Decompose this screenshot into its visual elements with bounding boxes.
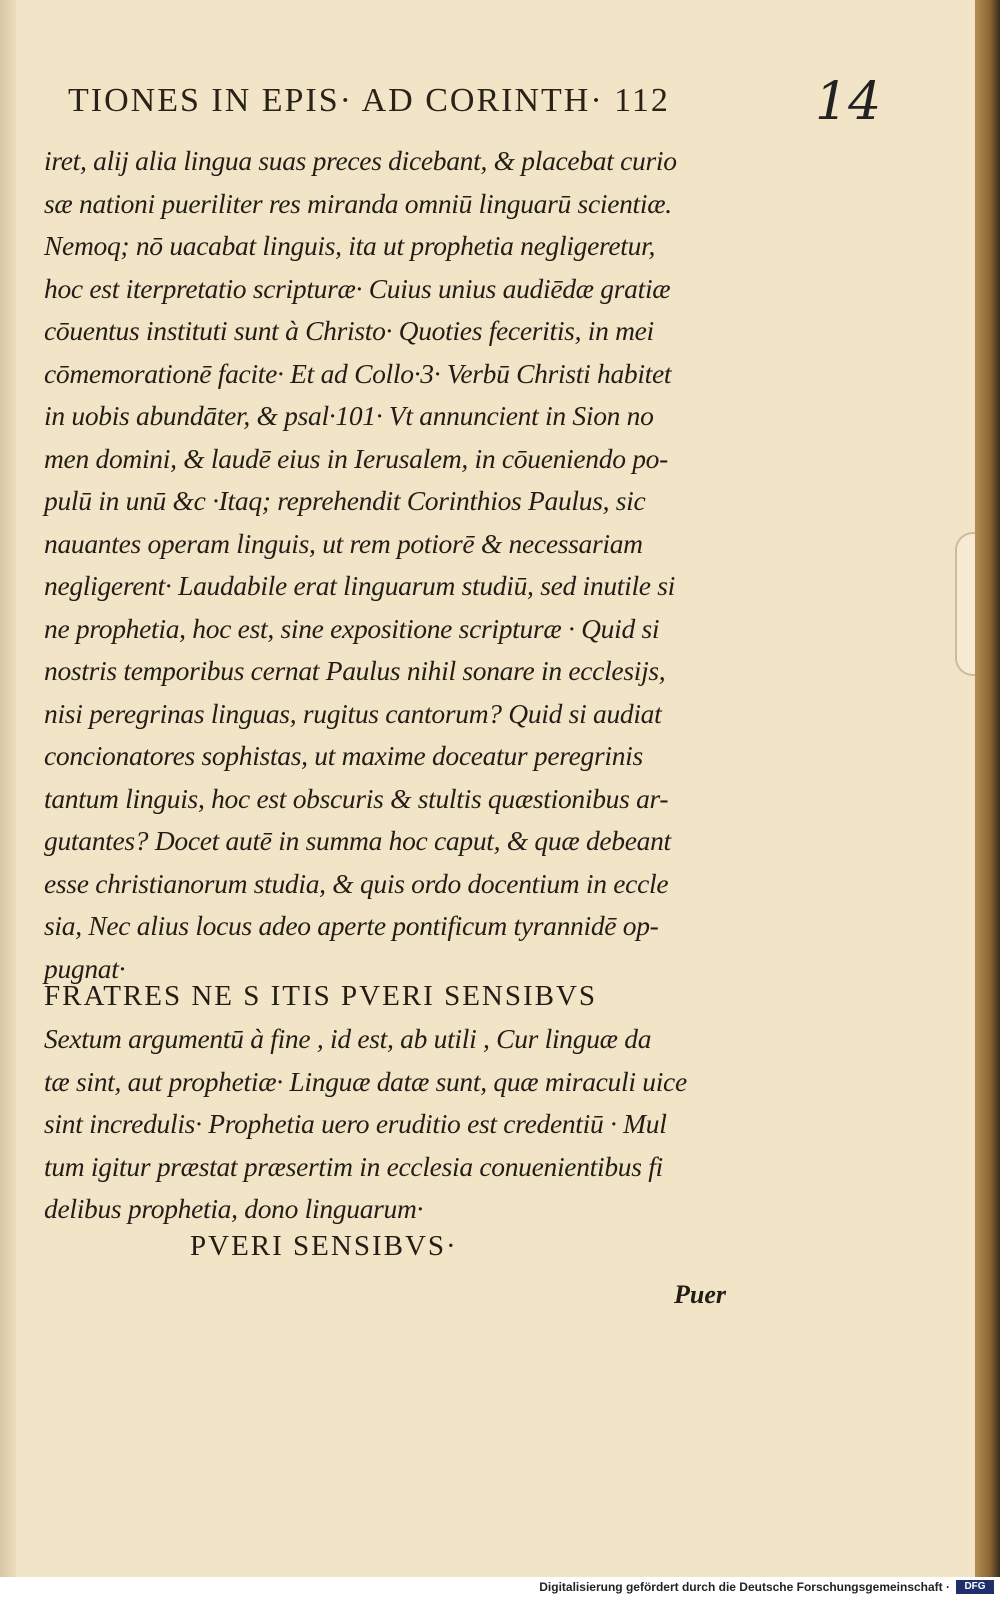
lemma-heading: FRATRES NE S ITIS PVERI SENSIBVS [44,980,598,1012]
second-paragraph [44,1018,764,1231]
text-line: concionatores sophistas, ut maxime doceatur peregrinis [44,740,643,771]
text-line: men domini, & laudē eius in Ierusalem, in cōueniendo po- [44,442,668,474]
text-line: tum igitur præstat præsertim in ecclesia conuenientibus fi [44,1150,663,1182]
text-line: nauantes operam linguis, ut rem potiorē & necessariam [44,527,643,559]
text-line: pugnat· [44,952,126,984]
page-gutter [0,0,16,1577]
page-tab-marker [955,532,975,676]
text-line: sia, Nec alius locus adeo aperte pontificum tyrannidē op- [44,910,659,941]
text-line: nisi peregrinas linguas, rugitus cantorum? Quid si audiat [44,697,662,729]
footer-credit: Digitalisierung gefördert durch die Deutsche Forschungsgemeinschaft · [539,1580,950,1594]
text-line: nostris temporibus cernat Paulus nihil sonare in ecclesijs, [44,655,666,686]
text-line: Sextum argumentū à fine , id est, ab utili , Cur linguæ da [44,1023,652,1054]
text-line: cōuentus instituti sunt à Christo· Quoties feceritis, in mei [44,315,654,346]
text-line: negligerent· Laudabile erat linguarum studiū, sed inutile si [44,570,676,601]
text-line: tantum linguis, hoc est obscuris & stultis quæstionibus ar- [44,782,669,814]
text-line: tæ sint, aut prophetiæ· Linguæ datæ sunt, quæ miraculi uice [44,1065,687,1097]
text-line: pulū in unū &c ·Itaq; reprehendit Corinthios Paulus, sic [44,485,646,516]
text-line: in uobis abundāter, & psal·101· Vt annuncient in Sion no [44,400,654,431]
text-line: sint incredulis· Prophetia uero eruditio est credentiū · Mul [44,1108,667,1139]
text-line: delibus prophetia, dono linguarum· [44,1193,424,1224]
text-line: iret, alij alia lingua suas preces dicebant, & placebat curio [44,145,677,176]
text-line: sæ nationi pueriliter res miranda omniū linguarū scientiæ. [44,187,672,219]
text-line: esse christianorum studia, & quis ordo docentium in eccle [44,867,669,899]
text-line: Nemoq; nō uacabat linguis, ita ut prophetia negligeretur, [44,230,656,261]
text-line: gutantes? Docet autē in summa hoc caput, & quæ debeant [44,825,671,856]
dfg-logo: DFG [956,1580,994,1594]
book-edge [975,0,1000,1577]
text-line: cōmemorationē facite· Et ad Collo·3· Verbū Christi habitet [44,357,672,389]
text-line: hoc est iterpretatio scripturæ· Cuius unius audiēdæ gratiæ [44,272,671,304]
main-paragraph [44,140,764,990]
running-head: TIONES IN EPIS· AD CORINTH· 112 [68,82,670,119]
handwritten-folio-number: 14 [815,72,882,132]
lemma-heading-2: PVERI SENSIBVS· [190,1230,458,1262]
text-line: ne prophetia, hoc est, sine expositione scripturæ · Quid si [44,612,660,644]
catchword: Puer [674,1280,726,1309]
digitization-footer [0,1577,1000,1597]
